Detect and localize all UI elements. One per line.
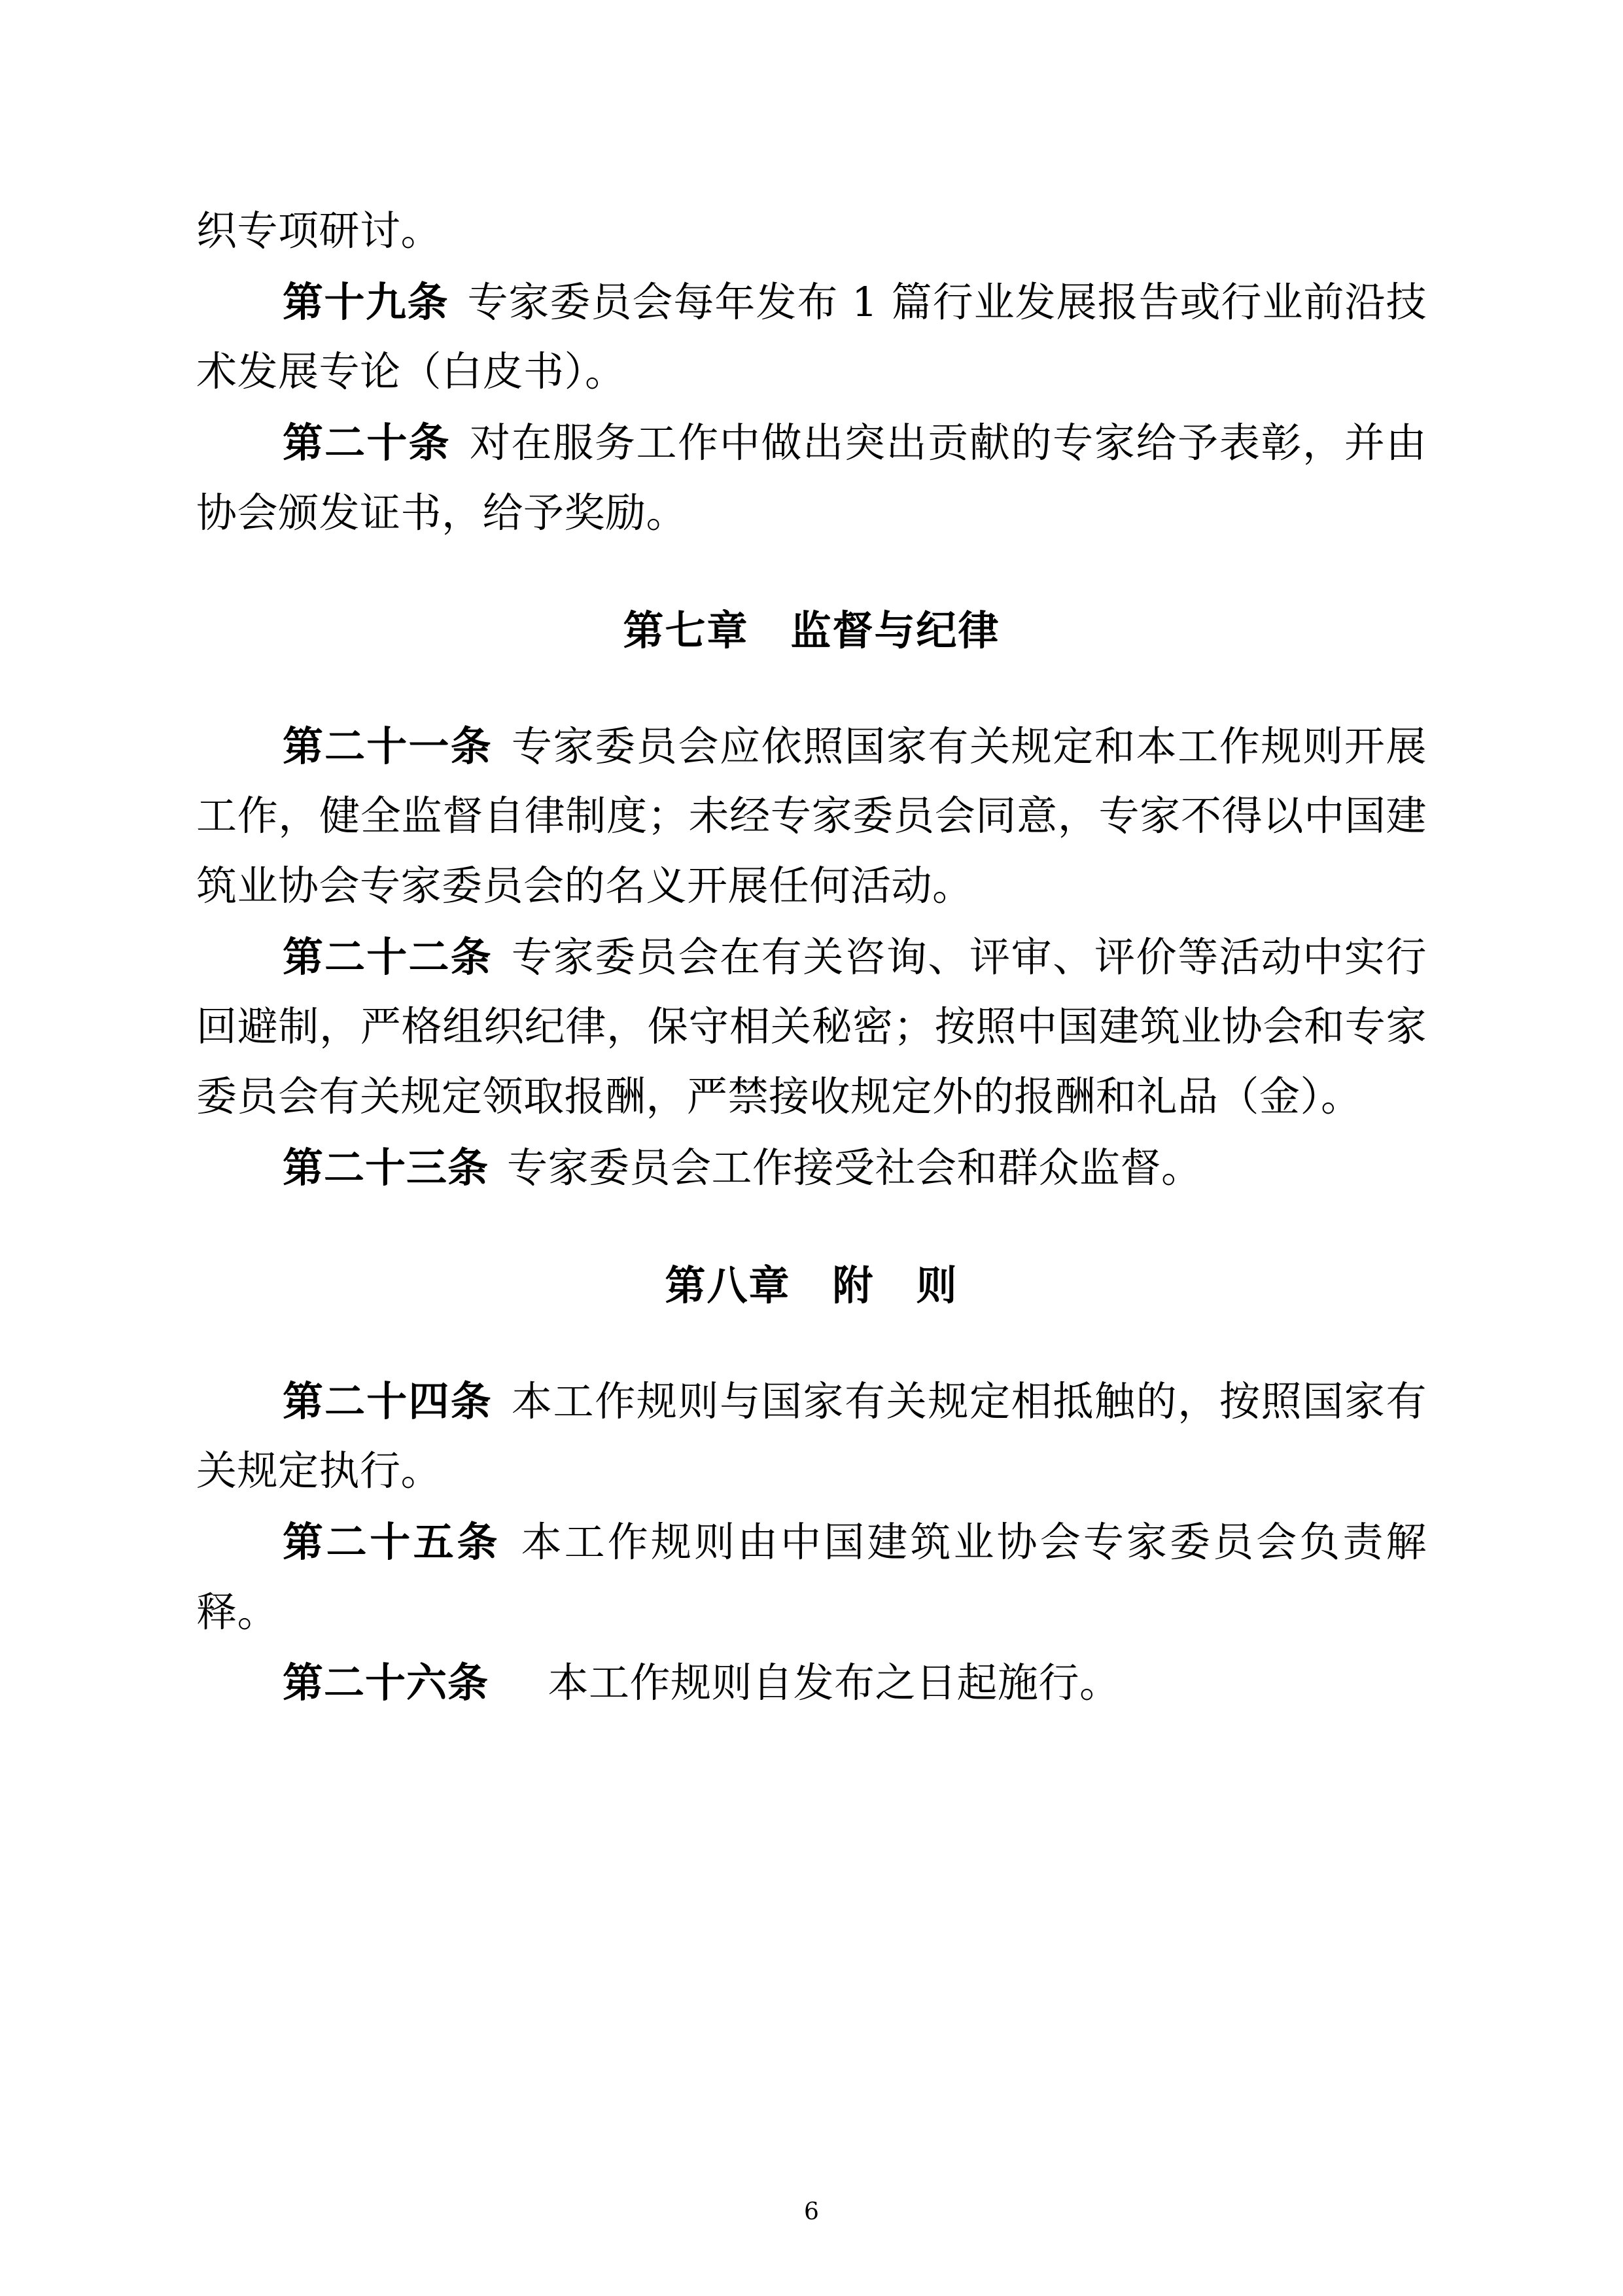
paragraph-continuation xyxy=(196,196,1427,266)
paragraph-text: 织专项研讨。 xyxy=(196,207,442,255)
article-label: 第二十六条 xyxy=(283,1659,489,1707)
article-text: 本工作规则由中国建筑业协会专家委员会负责解释。 xyxy=(196,1518,1427,1636)
article-text: 专家委员会应依照国家有关规定和本工作规则开展工作，健全监督自律制度；未经专家委员会同意，专家不得以中国建筑业协会专家委员会的名义开展任何活动。 xyxy=(196,722,1427,910)
chapter-heading-7: 第七章 监督与纪律 xyxy=(623,607,1000,655)
article-text: 专家委员会工作接受社会和群众监督。 xyxy=(507,1143,1202,1192)
article-26 xyxy=(196,1648,1427,1718)
article-label: 第二十条 xyxy=(283,418,451,467)
article-text: 专家委员会每年发布 1 篇行业发展报告或行业前沿技术发展专论（白皮书）。 xyxy=(196,277,1427,396)
chapter-heading-8: 第八章 附 则 xyxy=(665,1262,958,1310)
article-23 xyxy=(196,1133,1427,1203)
article-text: 对在服务工作中做出突出贡献的专家给予表彰，并由协会颁发证书，给予奖励。 xyxy=(196,418,1427,537)
article-label: 第十九条 xyxy=(283,277,449,326)
article-24 xyxy=(196,1367,1427,1506)
article-text: 专家委员会在有关咨询、评审、评价等活动中实行回避制，严格组织纪律，保守相关秘密；按照中国建筑业协会和专家委员会有关规定领取报酬，严禁接收规定外的报酬和礼品（金）。 xyxy=(196,932,1427,1120)
article-text: 本工作规则自发布之日起施行。 xyxy=(507,1659,1121,1707)
article-label: 第二十五条 xyxy=(283,1518,500,1566)
article-label: 第二十二条 xyxy=(283,932,493,981)
article-22 xyxy=(196,923,1427,1132)
article-label: 第二十一条 xyxy=(283,722,493,770)
article-25 xyxy=(196,1508,1427,1647)
article-label: 第二十四条 xyxy=(283,1377,493,1425)
article-21 xyxy=(196,712,1427,921)
document-body xyxy=(196,196,1427,1718)
article-20 xyxy=(196,408,1427,548)
article-19 xyxy=(196,268,1427,407)
article-text: 本工作规则与国家有关规定相抵触的，按照国家有关规定执行。 xyxy=(196,1377,1427,1495)
page-number: 6 xyxy=(804,2199,819,2225)
article-label: 第二十三条 xyxy=(283,1143,489,1192)
